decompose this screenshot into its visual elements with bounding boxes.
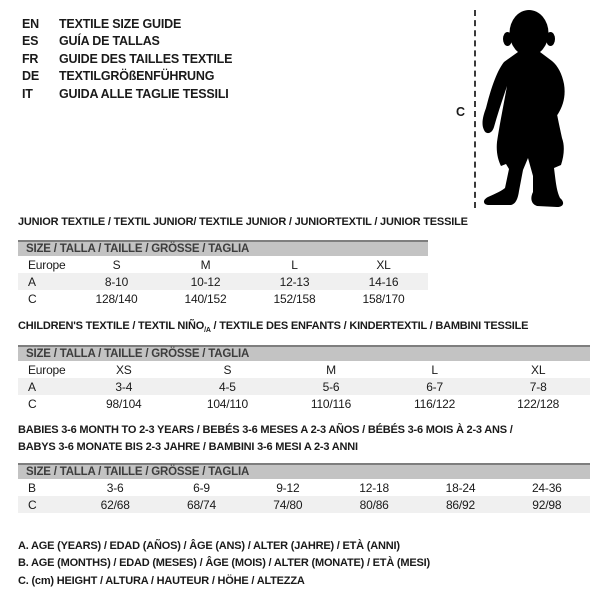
language-row-fr <box>22 50 232 68</box>
language-code: ES <box>22 34 39 49</box>
height-cell: 152/158 <box>273 291 316 306</box>
table-row-height <box>18 496 590 513</box>
row-label: Europe <box>28 257 66 272</box>
age-cell: 7-8 <box>529 379 547 394</box>
size-cell: S <box>112 257 121 272</box>
language-row-es <box>22 33 232 51</box>
row-label: C <box>28 497 37 512</box>
language-title-list <box>22 15 232 103</box>
row-label: C <box>28 396 37 411</box>
language-row-de <box>22 68 232 86</box>
months-cell: 6-9 <box>193 480 210 495</box>
age-cell: 6-7 <box>426 379 443 394</box>
junior-table-title: JUNIOR TEXTILE / TEXTIL JUNIOR/ TEXTILE JUNIOR / JUNIORTEXTIL / JUNIOR TESSILE <box>18 216 468 228</box>
height-cell: 68/74 <box>186 497 216 512</box>
height-cell: 86/92 <box>445 497 475 512</box>
baby-body <box>483 52 565 207</box>
language-title: GUIDE DES TAILLES TEXTILE <box>59 51 233 66</box>
row-label: B <box>28 480 36 495</box>
table-row-europe <box>18 361 590 378</box>
table-row-height <box>18 290 428 307</box>
table-row-europe <box>18 256 428 273</box>
size-cell: XS <box>115 362 132 377</box>
language-title: TEXTILGRÖßENFÜHRUNG <box>59 69 215 84</box>
size-header-bar: SIZE / TALLA / TAILLE / GRÖSSE / TAGLIA <box>18 463 590 479</box>
age-cell: 5-6 <box>322 379 340 394</box>
measure-legend <box>18 538 430 590</box>
children-table-title <box>18 320 528 334</box>
height-cell: 128/140 <box>95 291 138 306</box>
months-cell: 3-6 <box>106 480 124 495</box>
months-cell: 18-24 <box>445 480 476 495</box>
row-label: C <box>28 291 37 306</box>
row-label: Europe <box>28 362 66 377</box>
size-header-bar: SIZE / TALLA / TAILLE / GRÖSSE / TAGLIA <box>18 240 428 256</box>
children-title-pre: CHILDREN'S TEXTILE / TEXTIL NIÑO <box>18 320 205 332</box>
size-cell: XL <box>531 362 546 377</box>
language-code: FR <box>22 51 39 66</box>
language-title: TEXTILE SIZE GUIDE <box>59 16 182 31</box>
legend-line-c: C. (cm) HEIGHT / ALTURA / HAUTEUR / HÖHE / ALTEZZA <box>18 574 305 587</box>
size-cell: S <box>223 362 232 377</box>
baby-head <box>510 10 549 56</box>
table-row-height <box>18 395 590 412</box>
age-cell: 8-10 <box>104 274 129 289</box>
height-dotted-line <box>474 10 476 208</box>
language-row-en <box>22 15 232 33</box>
height-cell: 122/128 <box>517 396 560 411</box>
height-cell: 62/68 <box>100 497 130 512</box>
language-title: GUIDA ALLE TAGLIE TESSILI <box>59 86 229 101</box>
size-cell: M <box>326 362 336 377</box>
size-header-bar: SIZE / TALLA / TAILLE / GRÖSSE / TAGLIA <box>18 345 590 361</box>
children-title-post: / TEXTILE DES ENFANTS / KINDERTEXTIL / BAMBINI TESSILE <box>210 320 529 332</box>
size-cell: XL <box>376 257 391 272</box>
height-measure-label-c: C <box>456 105 466 119</box>
age-cell: 12-13 <box>279 274 310 289</box>
size-cell: M <box>200 257 211 272</box>
table-row-age <box>18 273 428 290</box>
language-code: DE <box>22 69 39 84</box>
size-cell: L <box>431 362 438 377</box>
language-title: GUÍA DE TALLAS <box>59 34 160 49</box>
table-row-age <box>18 378 590 395</box>
babies-table-title-line1: BABIES 3-6 MONTH TO 2-3 YEARS / BEBÉS 3-6 MESES A 2-3 AÑOS / BÉBÉS 3-6 MOIS À 2-3 ANS / <box>18 424 513 436</box>
height-cell: 158/170 <box>362 291 405 306</box>
children-title-sub: /A <box>204 327 211 335</box>
legend-line-a: A. AGE (YEARS) / EDAD (AÑOS) / ÂGE (ANS) / ALTER (JAHRE) / ETÀ (ANNI) <box>18 540 400 552</box>
size-cell: L <box>291 257 298 272</box>
age-cell: 14-16 <box>368 274 399 289</box>
height-cell: 110/116 <box>310 396 352 411</box>
baby-silhouette-image <box>478 8 578 210</box>
months-cell: 12-18 <box>359 480 389 495</box>
height-cell: 92/98 <box>532 497 562 512</box>
age-cell: 3-4 <box>115 379 133 394</box>
children-size-table <box>18 345 590 412</box>
height-cell: 98/104 <box>106 396 142 411</box>
babies-table-title-line2: BABYS 3-6 MONATE BIS 2-3 JAHRE / BAMBINI 3-6 MESI A 2-3 ANNI <box>18 441 358 453</box>
months-cell: 24-36 <box>531 480 562 495</box>
babies-size-table <box>18 463 590 513</box>
height-cell: 116/122 <box>414 396 456 411</box>
age-cell: 10-12 <box>190 274 221 289</box>
junior-size-table <box>18 240 428 307</box>
row-label: A <box>28 274 36 289</box>
age-cell: 4-5 <box>219 379 236 394</box>
height-cell: 80/86 <box>359 497 389 512</box>
height-cell: 74/80 <box>273 497 303 512</box>
row-label: A <box>28 379 36 394</box>
language-code: IT <box>22 86 33 101</box>
table-row-months <box>18 479 590 496</box>
months-cell: 9-12 <box>276 480 300 495</box>
height-cell: 104/110 <box>206 396 248 411</box>
language-code: EN <box>22 16 39 31</box>
height-cell: 140/152 <box>184 291 227 306</box>
legend-line-b: B. AGE (MONTHS) / EDAD (MESES) / ÂGE (MOIS) / ALTER (MONATE) / ETÀ (MESI) <box>18 557 430 570</box>
language-row-it <box>22 85 232 103</box>
